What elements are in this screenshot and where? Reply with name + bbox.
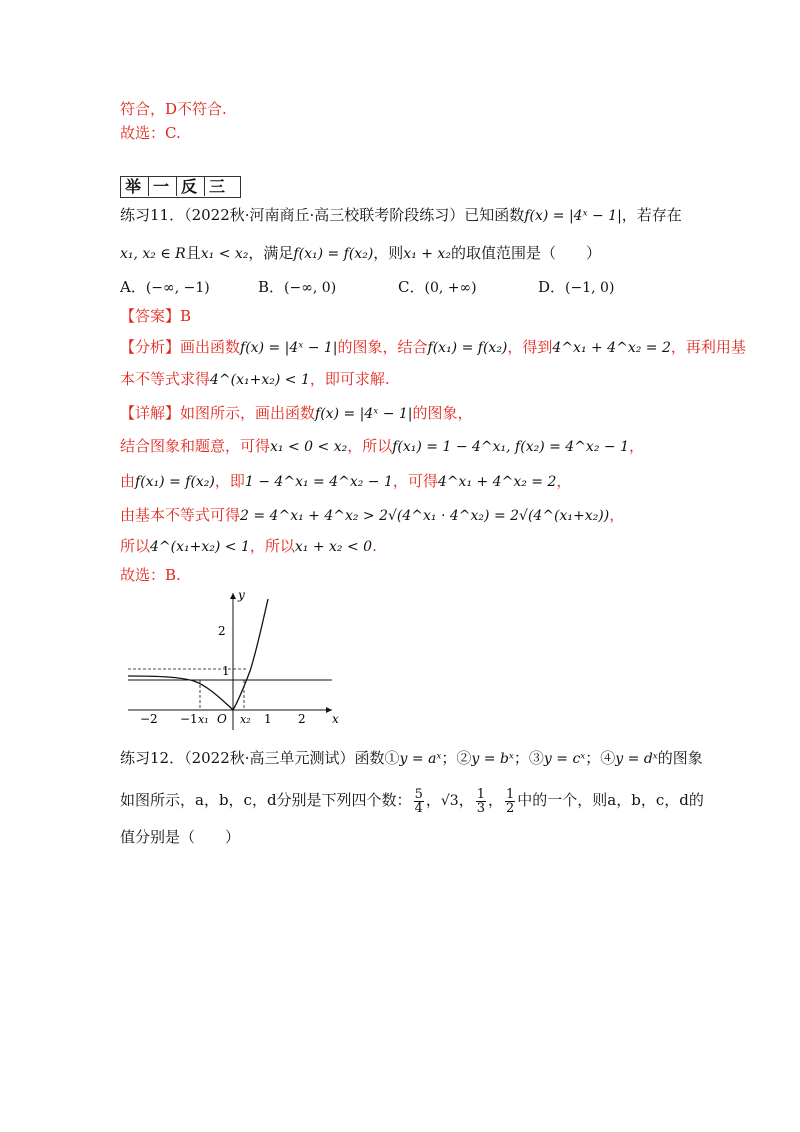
- detail-text: 由基本不等式可得: [120, 506, 241, 524]
- detail-line-3: [120, 470, 571, 493]
- fraction-denominator: 3: [476, 800, 485, 816]
- section-title-char: 一: [153, 177, 177, 196]
- detail-math: 1 − 4^x₁ = 4^x₂ − 1: [244, 474, 393, 490]
- q12-text: 练习12．（2022秋·高三单元测试）函数①: [120, 749, 400, 767]
- origin-label: O: [217, 712, 227, 726]
- section-title-char: 反: [181, 177, 205, 196]
- analysis-math: 4^(x₁+x₂) < 1: [210, 372, 310, 388]
- q11-lead-end: ，若存在: [621, 206, 682, 224]
- q11-lead: 练习11．（2022秋·河南商丘·高三校联考阶段练习）已知函数: [120, 206, 525, 224]
- x-tick-2: 2: [298, 712, 306, 726]
- detail-text: ，: [628, 437, 644, 455]
- detail-math: f(x₁) = f(x₂): [135, 474, 215, 490]
- x-tick-neg2: −2: [140, 712, 158, 726]
- detail-text: 如图所示，画出函数: [180, 404, 316, 422]
- detail-text: 结合图象和题意，可得: [120, 437, 271, 455]
- detail-text: ，可得: [392, 472, 438, 490]
- option-c[interactable]: [398, 276, 477, 299]
- q12-function-3: y = cˣ: [543, 751, 586, 767]
- fraction-numerator: 1: [506, 786, 515, 802]
- curve-abs-4x-minus-1: [128, 599, 268, 710]
- analysis-text: 画出函数: [180, 338, 241, 356]
- x-tick-1: 1: [264, 712, 272, 726]
- analysis-math: f(x₁) = f(x₂): [427, 340, 508, 356]
- detail-line-4: [120, 504, 624, 527]
- option-label: B．: [258, 278, 285, 296]
- analysis-tag: 【分析】: [120, 338, 181, 356]
- fraction-numerator: 5: [414, 786, 423, 802]
- q11-text: 的取值范围是（ ）: [450, 244, 601, 262]
- y-tick-1: 1: [222, 664, 230, 678]
- prev-solution-line-1: 符合，D不符合.: [120, 100, 227, 118]
- analysis-text: ，得到: [507, 338, 553, 356]
- y-axis-arrow: [230, 593, 236, 599]
- analysis-math: 4^x₁ + 4^x₂ = 2: [552, 340, 671, 356]
- x-axis-label: x: [332, 712, 339, 726]
- answer-tag: 【答案】: [120, 307, 181, 325]
- q12-text: 中的一个，则a，b，c，d的: [517, 791, 704, 809]
- x1-label: x₁: [198, 713, 209, 726]
- fraction-denominator: 2: [506, 800, 515, 816]
- fraction-1-3: [476, 788, 486, 815]
- section-title-char: 三: [209, 177, 229, 196]
- option-d[interactable]: [538, 276, 614, 299]
- q11-text: ，则: [373, 244, 404, 262]
- option-b[interactable]: [258, 276, 336, 299]
- analysis-line-2: [120, 368, 390, 391]
- analysis-math: f(x) = |4ˣ − 1|: [240, 340, 338, 356]
- detail-text: 所以: [120, 537, 151, 555]
- detail-line-1: [120, 402, 473, 425]
- analysis-text: ，即可求解.: [309, 370, 390, 388]
- answer-value: B: [180, 307, 192, 325]
- detail-text: ，: [609, 506, 625, 524]
- q12-function-4: y = dˣ: [615, 751, 658, 767]
- option-value: (0, +∞): [424, 280, 477, 296]
- q12-text: ；③: [513, 749, 544, 767]
- detail-line-5: [120, 535, 377, 558]
- fraction-denominator: 4: [414, 800, 423, 816]
- detail-math: x₁ < 0 < x₂: [270, 439, 348, 455]
- detail-text: 由: [120, 472, 136, 490]
- fraction-1-2: [505, 788, 515, 815]
- analysis-text: 本不等式求得: [120, 370, 211, 388]
- q12-text: 如图所示，a，b，c，d分别是下列四个数：: [120, 791, 412, 809]
- detail-text: ，所以: [347, 437, 393, 455]
- option-label: C．: [398, 278, 425, 296]
- detail-text: ，: [556, 472, 572, 490]
- q11-text: 且: [185, 244, 201, 262]
- analysis-text: 的图象，结合: [337, 338, 428, 356]
- detail-text: 的图象，: [412, 404, 473, 422]
- detail-math: 4^x₁ + 4^x₂ = 2: [437, 474, 557, 490]
- function-graph: [120, 585, 340, 735]
- q11-function: f(x) = |4ˣ − 1|: [524, 208, 622, 224]
- q11-equation: f(x₁) = f(x₂): [293, 246, 374, 262]
- section-title-char: 举: [125, 177, 149, 196]
- detail-math: 2 = 4^x₁ + 4^x₂ > 2√(4^x₁ · 4^x₂) = 2√(4^(x₁+x₂)): [240, 508, 610, 524]
- detail-math: x₁ + x₂ < 0: [294, 539, 373, 555]
- detail-text: .: [372, 537, 377, 555]
- x-tick-neg1: −1: [180, 712, 198, 726]
- x2-label: x₂: [240, 713, 251, 726]
- option-label: A．: [120, 278, 146, 296]
- q12-text: ；②: [441, 749, 472, 767]
- q11-sum: x₁ + x₂: [403, 246, 451, 262]
- q12-comma: ，: [425, 791, 441, 809]
- q12-stem-line-3: 值分别是（ ）: [120, 828, 241, 846]
- prev-solution-line-2: 故选：C.: [120, 124, 181, 142]
- answer-line: [120, 305, 191, 327]
- q11-stem-line-1: [120, 204, 682, 227]
- q12-function-1: y = aˣ: [399, 751, 442, 767]
- q12-function-2: y = bˣ: [471, 751, 514, 767]
- fraction-5-4: [414, 788, 424, 815]
- detail-text: ，所以: [249, 537, 295, 555]
- q12-text: ；④: [585, 749, 616, 767]
- y-tick-2: 2: [218, 624, 226, 638]
- detail-line-2: [120, 435, 644, 458]
- analysis-text: ，再利用基: [670, 338, 746, 356]
- detail-text: ，即: [214, 472, 245, 490]
- analysis-line-1: [120, 336, 746, 359]
- option-value: (−∞, 0): [284, 280, 337, 296]
- q12-stem-line-1: [120, 747, 703, 770]
- q12-comma: ，: [487, 791, 503, 809]
- q12-comma: ，: [458, 791, 474, 809]
- q11-text: ，满足: [248, 244, 294, 262]
- detail-math: f(x₁) = 1 − 4^x₁, f(x₂) = 4^x₂ − 1: [392, 439, 629, 455]
- option-value: (−1, 0): [565, 280, 615, 296]
- detail-math: f(x) = |4ˣ − 1|: [315, 406, 413, 422]
- section-title-box: [120, 176, 241, 198]
- option-label: D．: [538, 278, 566, 296]
- q12-stem-line-2: [120, 780, 704, 821]
- sqrt-3: √3: [440, 793, 459, 809]
- q12-text: 的图象: [657, 749, 703, 767]
- q11-ineq: x₁ < x₂: [200, 246, 249, 262]
- detail-math: 4^(x₁+x₂) < 1: [150, 539, 250, 555]
- fraction-numerator: 1: [476, 786, 485, 802]
- q11-stem-line-2: [120, 242, 601, 265]
- q11-domain: x₁, x₂ ∈ R: [120, 246, 186, 262]
- y-axis-label: y: [238, 588, 245, 602]
- option-value: (−∞, −1): [145, 280, 210, 296]
- detail-tag: 【详解】: [120, 404, 181, 422]
- option-a[interactable]: [120, 276, 210, 299]
- detail-conclusion: 故选：B.: [120, 566, 181, 584]
